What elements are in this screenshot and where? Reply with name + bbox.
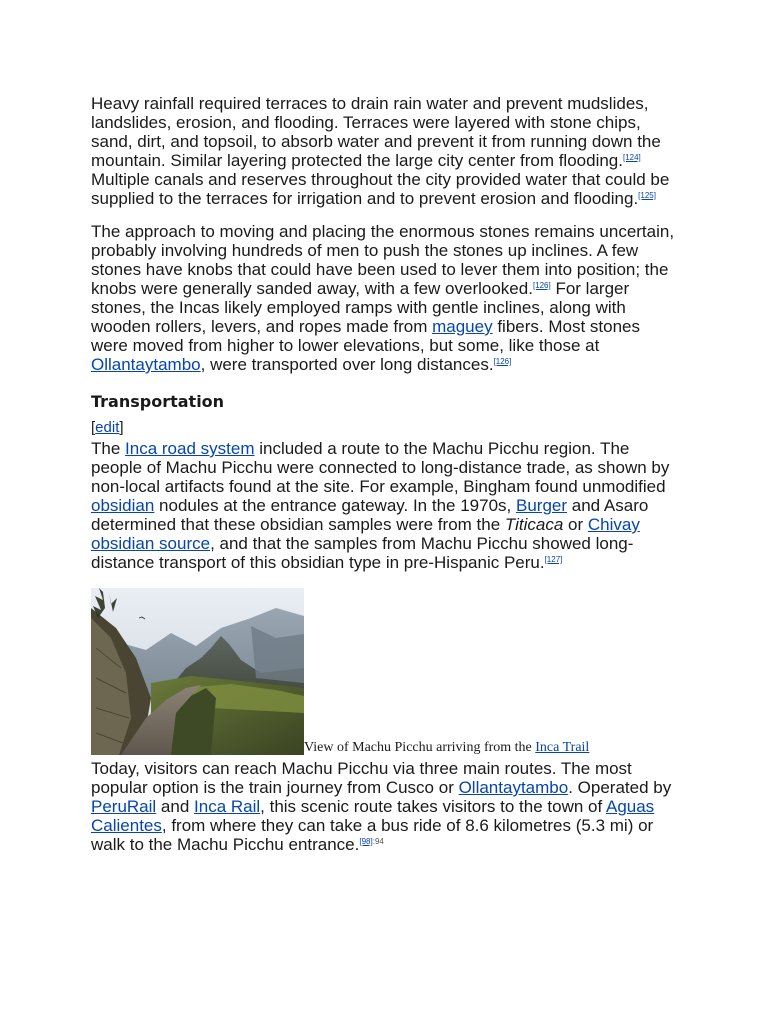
link-inca-rail[interactable]: Inca Rail: [194, 797, 261, 816]
link-chivay-obsidian-source[interactable]: Chivay obsidian source: [91, 515, 640, 553]
paragraph-text: . Operated by: [568, 778, 672, 797]
citation-98[interactable]: [359, 837, 383, 846]
citation-127[interactable]: [545, 555, 563, 564]
paragraph-text: Heavy rainfall required terraces to drain rain water and prevent mudslides, landslides, erosion, and flooding. Terraces were layered with stone chips, sand, dirt, and topsoil, to absorb water and prevent it from running down the mountain. Similar layering protected the large city center from flooding.: [91, 94, 661, 170]
article-content: [91, 94, 681, 868]
citation-link[interactable]: [126]: [532, 281, 551, 290]
paragraph-text: , from where they can take a bus ride of 8.6 kilometres (5.3 mi) or walk to the Machu Picchu entrance.: [91, 816, 654, 854]
paragraph-text: nodules at the entrance gateway. In the 1970s,: [154, 496, 516, 515]
edit-link[interactable]: edit: [95, 419, 120, 436]
paragraph-text: and Asaro determined that these obsidian samples were from the: [91, 496, 649, 534]
paragraph-text: and: [156, 797, 195, 816]
paragraph-text: The: [91, 439, 126, 458]
paragraph-text: fibers. Most stones were moved from higher to lower elevations, but some, like those at: [91, 317, 640, 355]
paragraph-stones: [91, 222, 681, 374]
citation-link[interactable]: [127]: [544, 555, 563, 564]
link-maguey[interactable]: maguey: [432, 317, 493, 336]
edit-bracket-close: ]: [119, 419, 124, 436]
edit-bracket-open: [: [91, 419, 96, 436]
citation-link[interactable]: [125]: [638, 191, 656, 200]
paragraph-text: included a route to the Machu Picchu region. The people of Machu Picchu were connected to long-distance trade, as shown by non-local artifacts found at the site. For example, Bingham found unmodified: [91, 439, 670, 496]
paragraph-text: For larger stones, the Incas likely employed ramps with gentle inclines, along with wooden rollers, levers, and ropes made from: [91, 279, 630, 336]
citation-126[interactable]: [533, 281, 551, 290]
figure-inca-trail: [91, 588, 681, 755]
caption-text: View of Machu Picchu arriving from the: [304, 740, 536, 755]
machu-picchu-photo[interactable]: [91, 588, 304, 755]
link-burger[interactable]: Burger: [516, 496, 568, 515]
link-inca-road-system[interactable]: Inca road system: [125, 439, 255, 458]
paragraph-text: The approach to moving and placing the enormous stones remains uncertain, probably involving hundreds of men to push the stones up inclines. A few stones have knobs that could have been used to lever them into position; the knobs were generally sanded away, with a few overlooked.: [91, 222, 675, 298]
section-edit: [91, 418, 681, 437]
link-obsidian[interactable]: obsidian: [91, 496, 155, 515]
citation-link[interactable]: [126]: [493, 357, 512, 366]
figure-caption: [304, 741, 589, 755]
paragraph-text: , and that the samples from Machu Picchu showed long-distance transport of this obsidian type in pre-Hispanic Peru.: [91, 534, 634, 572]
paragraph-text: or: [563, 515, 588, 534]
paragraph-text: Multiple canals and reserves throughout the city provided water that could be supplied to the terraces for irrigation and to prevent erosion and flooding.: [91, 170, 670, 208]
paragraph-text: , were transported over long distances.: [200, 355, 494, 374]
italic-titicaca: Titicaca: [504, 515, 564, 534]
link-ollantaytambo[interactable]: Ollantaytambo: [91, 355, 201, 374]
paragraph-text: , this scenic route takes visitors to the town of: [260, 797, 606, 816]
paragraph-routes: [91, 759, 681, 854]
link-aguas-calientes[interactable]: Aguas Calientes: [91, 797, 655, 835]
citation-link[interactable]: [98]: [359, 837, 373, 846]
link-ollantaytambo[interactable]: Ollantaytambo: [458, 778, 569, 797]
paragraph-text: Today, visitors can reach Machu Picchu via three main routes. The most popular option is the train journey from Cusco or: [91, 759, 632, 797]
citation-126-second[interactable]: [494, 357, 512, 366]
link-perurail[interactable]: PeruRail: [91, 797, 157, 816]
citation-124[interactable]: [623, 153, 641, 162]
citation-link[interactable]: [124]: [622, 153, 641, 162]
paragraph-terraces: [91, 94, 681, 208]
link-inca-trail[interactable]: Inca Trail: [535, 740, 590, 755]
citation-page: :94: [372, 837, 384, 846]
section-heading-transportation: Transportation: [91, 392, 225, 411]
citation-125[interactable]: [638, 191, 656, 200]
paragraph-trade: [91, 439, 681, 572]
